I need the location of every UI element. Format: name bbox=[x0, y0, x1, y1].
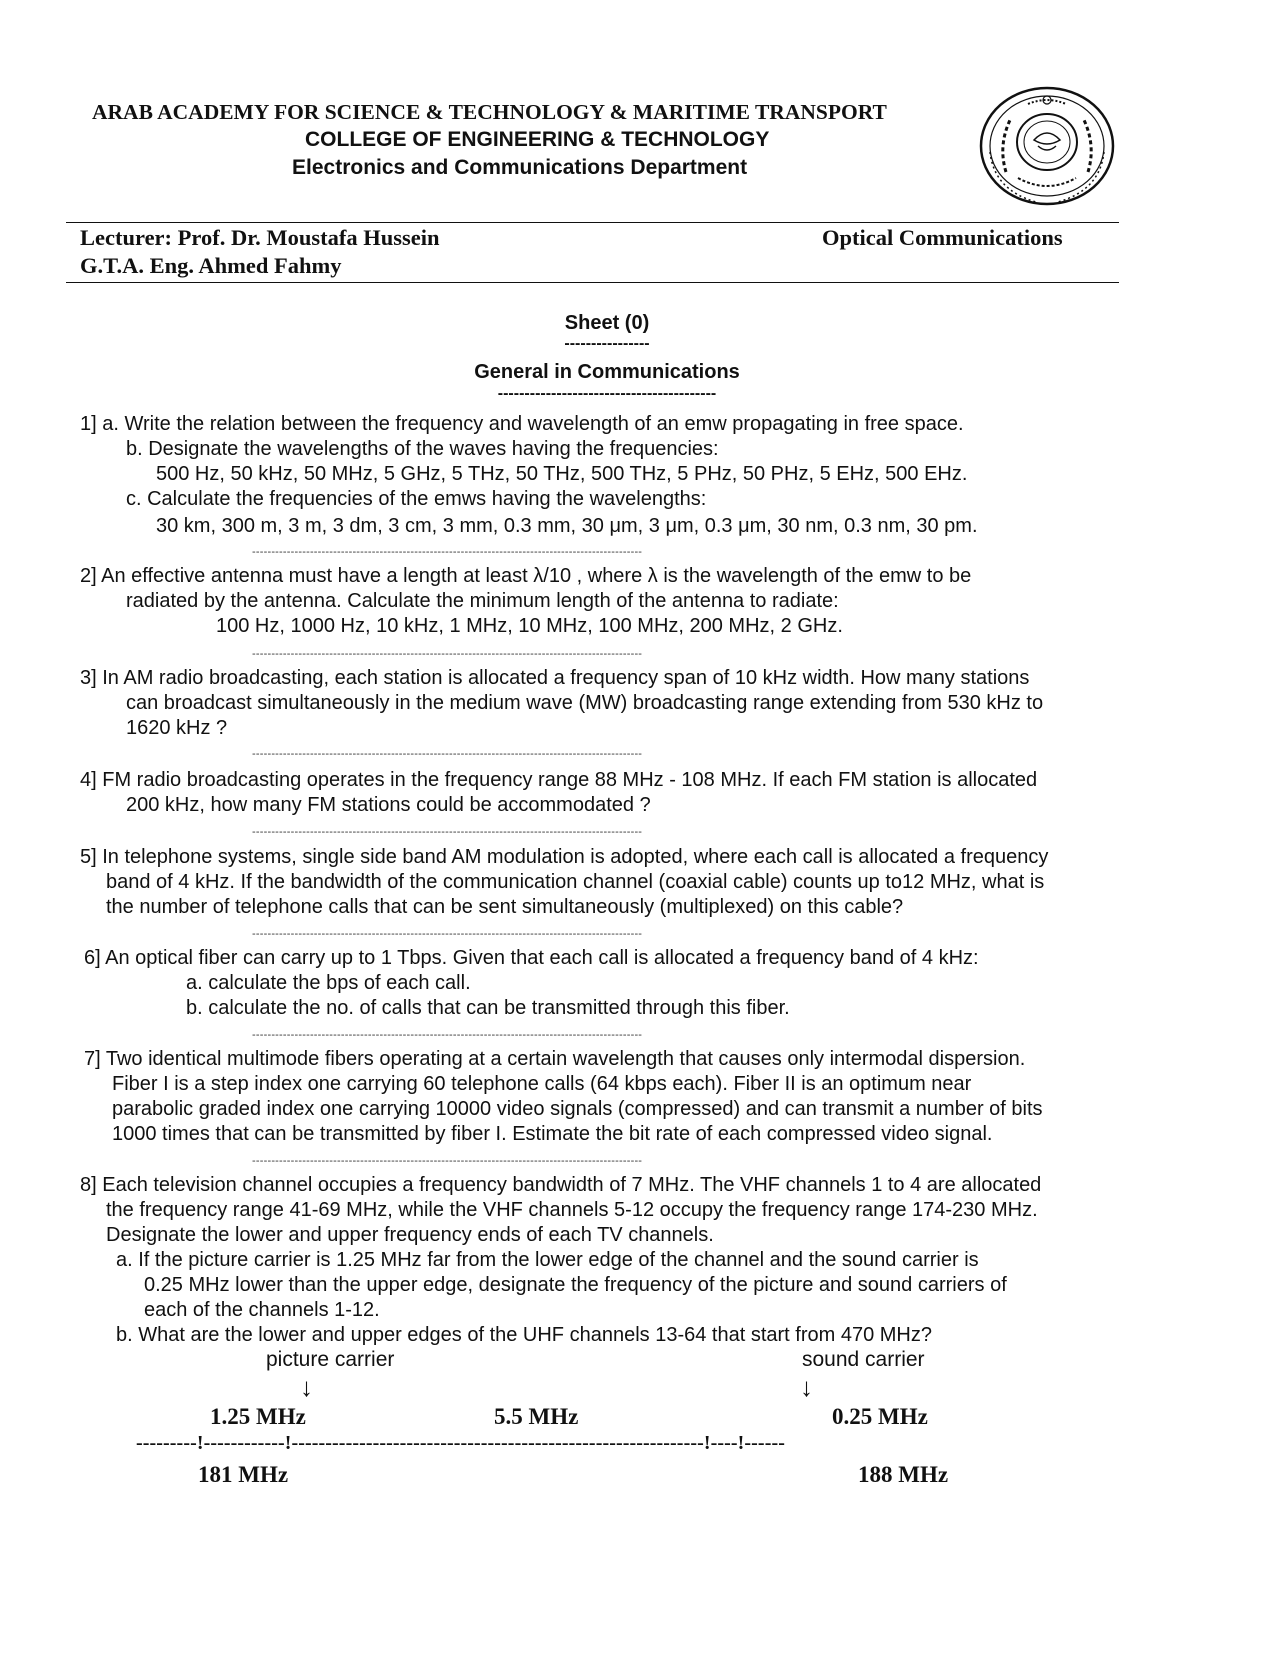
q7-line-2: Fiber I is a step index one carrying 60 telephone calls (64 kbps each). Fiber II is an optimum near bbox=[112, 1073, 972, 1095]
q1-part-b-values: 500 Hz, 50 kHz, 50 MHz, 5 GHz, 5 THz, 50 THz, 500 THz, 5 PHz, 50 PHz, 5 EHz, 500 EHz. bbox=[156, 463, 968, 485]
q8-line-3: Designate the lower and upper frequency ends of each TV channels. bbox=[106, 1224, 714, 1246]
gap-sound-offset: 0.25 MHz bbox=[832, 1404, 928, 1429]
sound-carrier-arrow-icon: ↓ bbox=[800, 1372, 813, 1402]
q7-line-3: parabolic graded index one carrying 10000 video signals (compressed) and can transmit a number of bits bbox=[112, 1098, 1043, 1120]
q8-part-a-line-1: a. If the picture carrier is 1.25 MHz far from the lower edge of the channel and the sound carrier is bbox=[116, 1249, 979, 1271]
q1-part-a: 1] a. Write the relation between the frequency and wavelength of an emw propagating in free space. bbox=[80, 413, 964, 435]
sheet-subtitle-rule: ----------------------------------------- bbox=[497, 385, 717, 402]
q8-part-a-line-2: 0.25 MHz lower than the upper edge, designate the frequency of the picture and sound carriers of bbox=[144, 1274, 1007, 1296]
gta-name: G.T.A. Eng. Ahmed Fahmy bbox=[80, 253, 342, 278]
channel-axis-line: ---------!------------!-------------------------------------------------------------!----!------ bbox=[136, 1432, 785, 1454]
gap-picture-offset: 1.25 MHz bbox=[210, 1404, 306, 1429]
q4-line-2: 200 kHz, how many FM stations could be accommodated ? bbox=[126, 794, 651, 816]
q7-line-1: 7] Two identical multimode fibers operating at a certain wavelength that causes only intermodal dispersion. bbox=[84, 1048, 1026, 1070]
college-name: COLLEGE OF ENGINEERING & TECHNOLOGY bbox=[305, 128, 770, 151]
separator-3: ----------------------------------------------------------------------------------------------------- bbox=[252, 748, 643, 760]
separator-2: ----------------------------------------------------------------------------------------------------- bbox=[252, 648, 643, 660]
q3-line-1: 3] In AM radio broadcasting, each station is allocated a frequency span of 10 kHz width. How many stations bbox=[80, 667, 1030, 689]
lecturer-name: Lecturer: Prof. Dr. Moustafa Hussein bbox=[80, 225, 440, 250]
gap-picture-to-sound: 5.5 MHz bbox=[494, 1404, 579, 1429]
q8-part-a-line-3: each of the channels 1-12. bbox=[144, 1299, 380, 1321]
q5-line-3: the number of telephone calls that can be sent simultaneously (multiplexed) on this cable? bbox=[106, 896, 904, 918]
separator-1: ----------------------------------------------------------------------------------------------------- bbox=[252, 546, 643, 558]
q6-part-b: b. calculate the no. of calls that can be transmitted through this fiber. bbox=[186, 997, 790, 1019]
q6-line-1: 6] An optical fiber can carry up to 1 Tbps. Given that each call is allocated a frequency band of 4 kHz: bbox=[84, 947, 979, 969]
q5-line-2: band of 4 kHz. If the bandwidth of the communication channel (coaxial cable) counts up to12 MHz, what is bbox=[106, 871, 1045, 893]
q8-part-b: b. What are the lower and upper edges of the UHF channels 13-64 that start from 470 MHz? bbox=[116, 1324, 932, 1346]
separator-6: ----------------------------------------------------------------------------------------------------- bbox=[252, 1029, 643, 1041]
channel-lower-edge: 181 MHz bbox=[198, 1462, 289, 1487]
picture-carrier-arrow-icon: ↓ bbox=[300, 1372, 313, 1402]
q7-line-4: 1000 times that can be transmitted by fiber I. Estimate the bit rate of each compressed video signal. bbox=[112, 1123, 993, 1145]
course-name: Optical Communications bbox=[822, 225, 1063, 250]
q8-line-2: the frequency range 41-69 MHz, while the VHF channels 5-12 occupy the frequency range 174-230 MHz. bbox=[106, 1199, 1038, 1221]
q6-part-a: a. calculate the bps of each call. bbox=[186, 972, 471, 994]
academy-seal-icon bbox=[976, 82, 1118, 210]
picture-carrier-label: picture carrier bbox=[266, 1348, 395, 1371]
q1-part-b: b. Designate the wavelengths of the waves having the frequencies: bbox=[126, 438, 719, 460]
separator-4: ----------------------------------------------------------------------------------------------------- bbox=[252, 826, 643, 838]
q2-values: 100 Hz, 1000 Hz, 10 kHz, 1 MHz, 10 MHz, 100 MHz, 200 MHz, 2 GHz. bbox=[216, 615, 843, 637]
q8-line-1: 8] Each television channel occupies a frequency bandwidth of 7 MHz. The VHF channels 1 to 4 are allocated bbox=[80, 1174, 1042, 1196]
sheet-subtitle: General in Communications bbox=[474, 361, 740, 383]
q1-part-c: c. Calculate the frequencies of the emws having the wavelengths: bbox=[126, 488, 707, 510]
q5-line-1: 5] In telephone systems, single side band AM modulation is adopted, where each call is allocated a frequency bbox=[80, 846, 1049, 868]
separator-7: ----------------------------------------------------------------------------------------------------- bbox=[252, 1155, 643, 1167]
q3-line-3: 1620 kHz ? bbox=[126, 717, 228, 739]
header-rule-top bbox=[66, 222, 1119, 223]
sheet-title-rule: ---------------- bbox=[564, 335, 650, 352]
sheet-title: Sheet (0) bbox=[564, 312, 650, 334]
separator-5: ----------------------------------------------------------------------------------------------------- bbox=[252, 928, 643, 940]
header-rule-bottom bbox=[66, 282, 1119, 283]
institution-name: ARAB ACADEMY FOR SCIENCE & TECHNOLOGY & MARITIME TRANSPORT bbox=[92, 100, 887, 124]
q1-part-c-values: 30 km, 300 m, 3 m, 3 dm, 3 cm, 3 mm, 0.3 mm, 30 μm, 3 μm, 0.3 μm, 30 nm, 0.3 nm, 30 pm. bbox=[156, 515, 978, 537]
sound-carrier-label: sound carrier bbox=[802, 1348, 925, 1371]
channel-upper-edge: 188 MHz bbox=[858, 1462, 949, 1487]
q2-line-1: 2] An effective antenna must have a length at least λ/10 , where λ is the wavelength of the emw to be bbox=[80, 565, 972, 587]
q4-line-1: 4] FM radio broadcasting operates in the frequency range 88 MHz - 108 MHz. If each FM station is allocated bbox=[80, 769, 1038, 791]
q3-line-2: can broadcast simultaneously in the medium wave (MW) broadcasting range extending from 530 kHz to bbox=[126, 692, 1044, 714]
department-name: Electronics and Communications Department bbox=[292, 156, 748, 179]
q2-line-2: radiated by the antenna. Calculate the minimum length of the antenna to radiate: bbox=[126, 590, 839, 612]
